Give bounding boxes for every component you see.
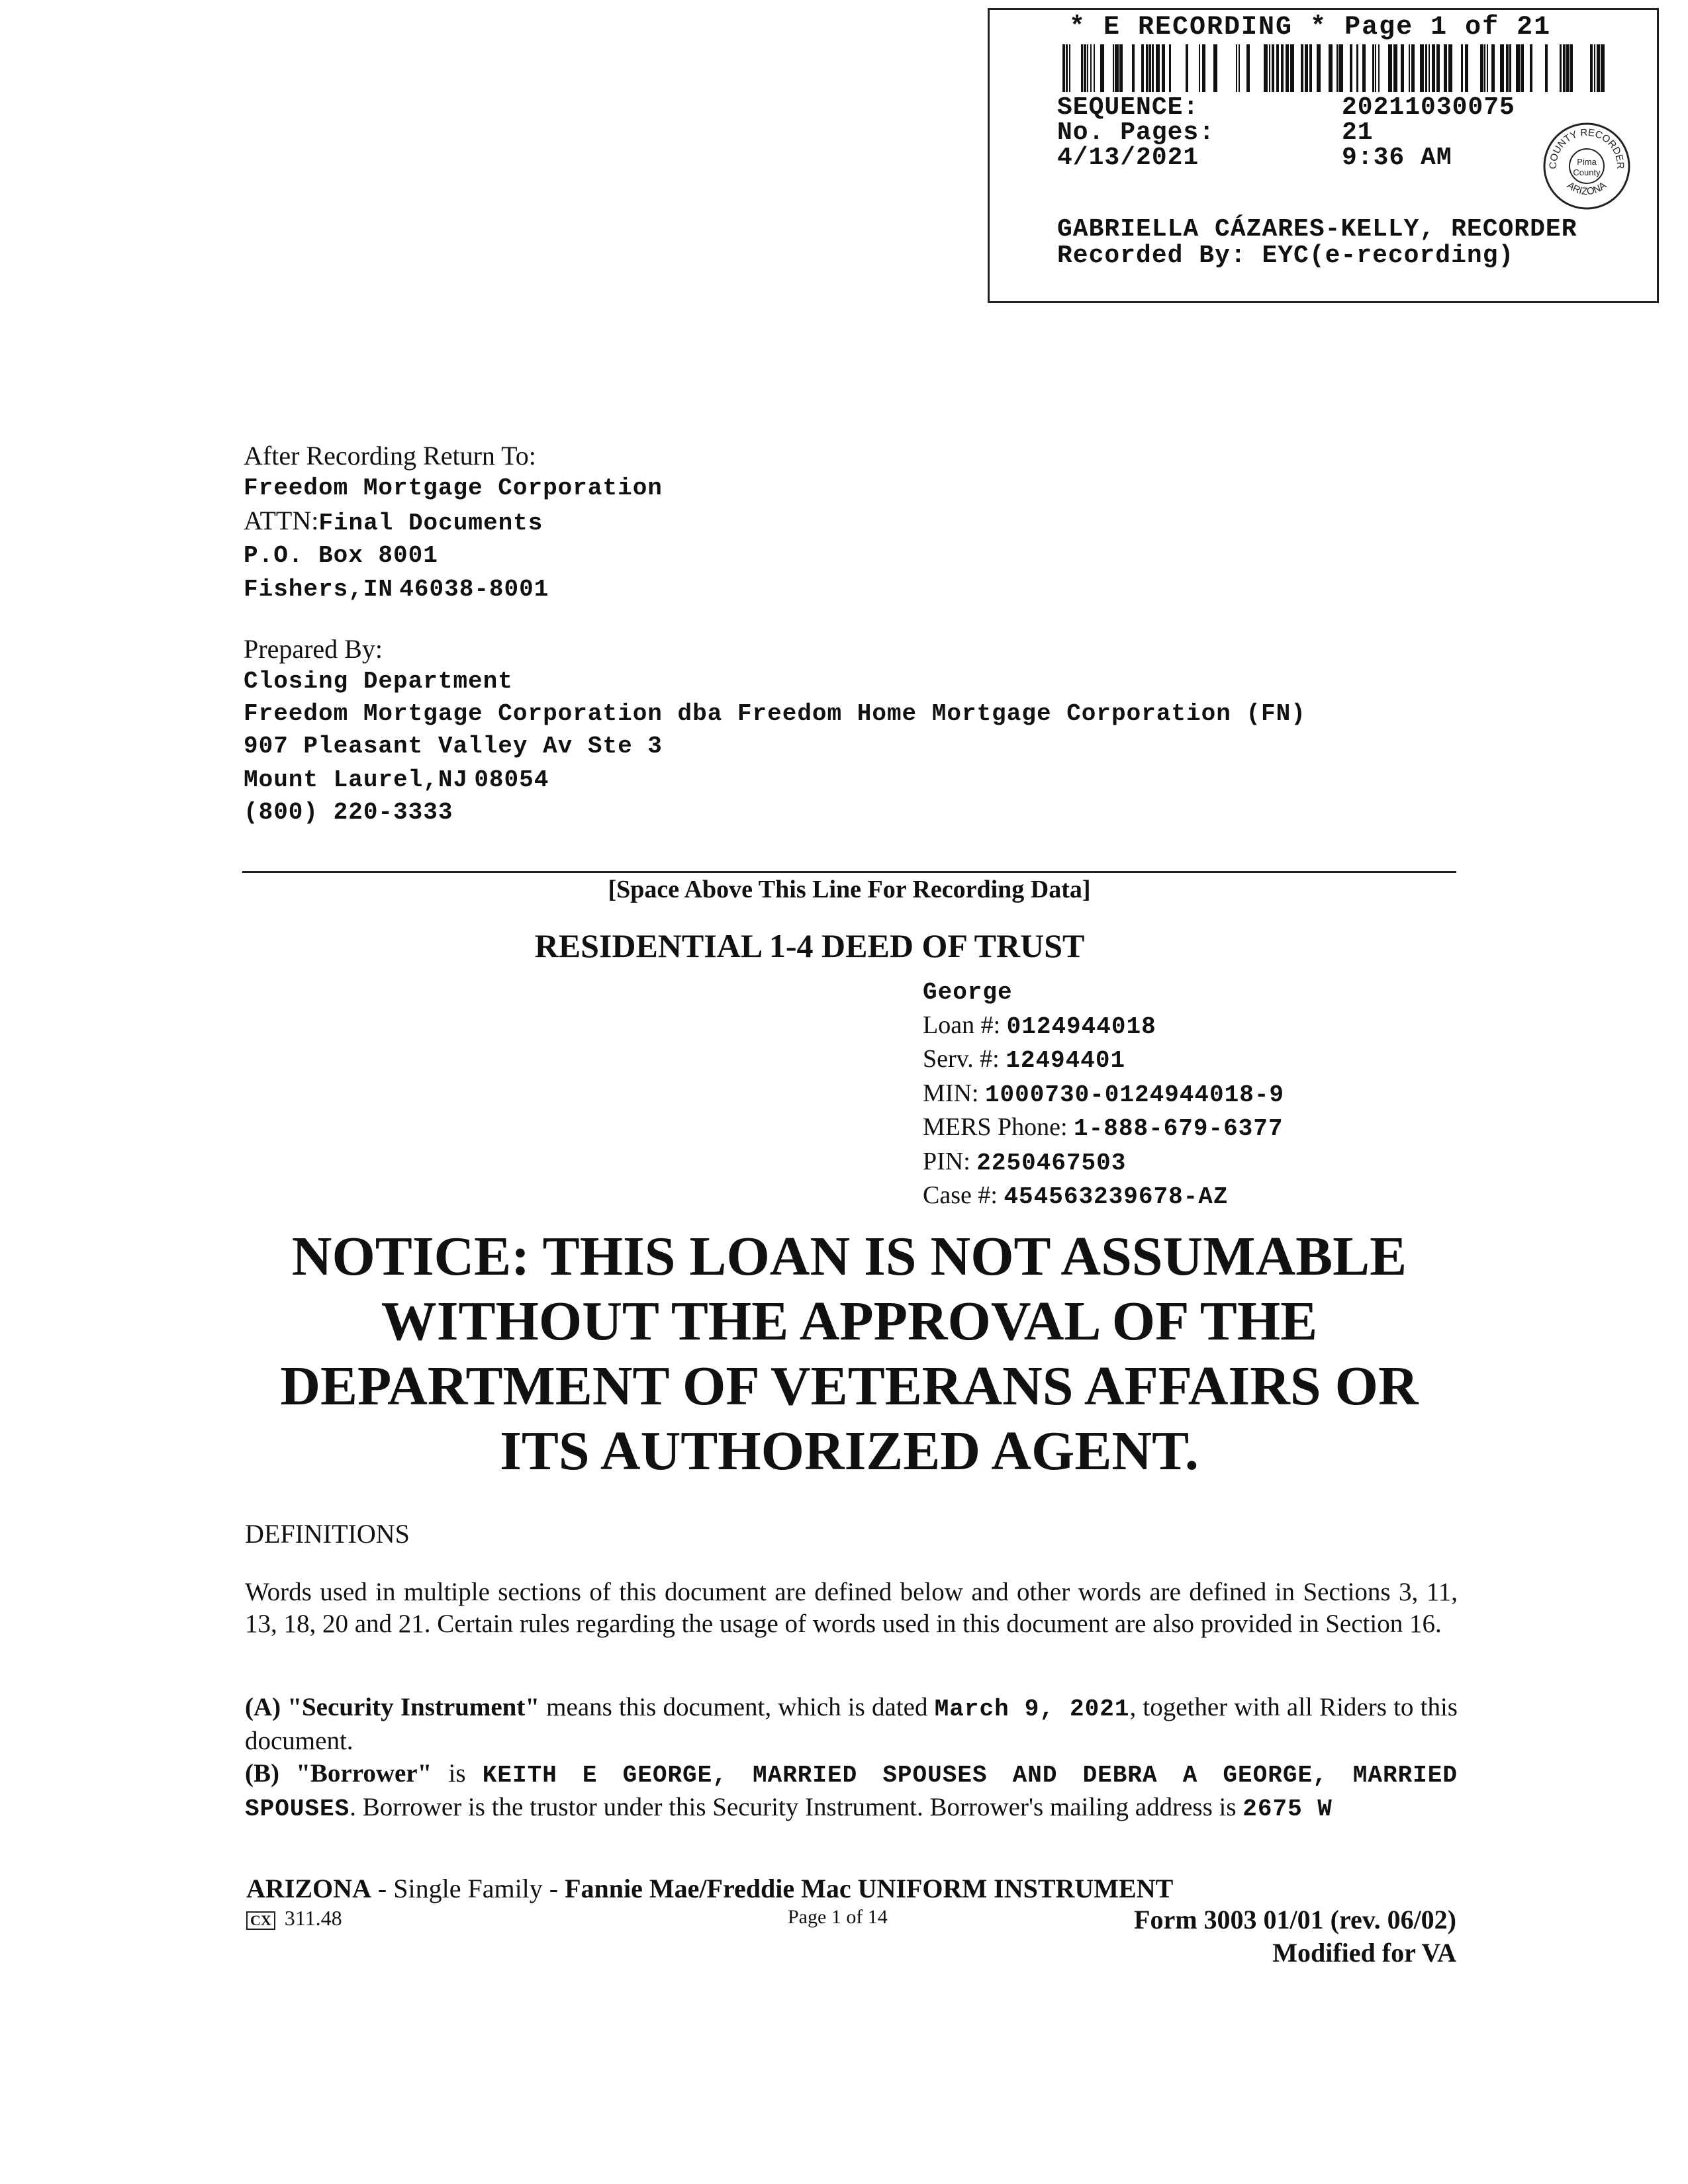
- county-recorder-seal-icon: [1542, 121, 1632, 211]
- seal-center-line1: Pima: [1577, 157, 1597, 167]
- document-title: RESIDENTIAL 1-4 DEED OF TRUST: [534, 927, 1085, 964]
- prepared-by-zip: 08054: [474, 766, 549, 794]
- definitions-heading: DEFINITIONS: [245, 1519, 410, 1549]
- definition-b-text1: is: [432, 1759, 483, 1788]
- space-above-line-caption: [Space Above This Line For Recording Data]: [608, 876, 1091, 903]
- recording-time: 9:36 AM: [1342, 144, 1452, 172]
- serv-number-row: [923, 1043, 1284, 1077]
- footer-instrument-line: [246, 1873, 1173, 1904]
- attn-label: ATTN:: [244, 506, 319, 535]
- min-row: [923, 1077, 1284, 1112]
- return-to-block: [244, 439, 663, 606]
- footer-code: 311.48: [284, 1906, 342, 1930]
- sequence-label: SEQUENCE:: [1057, 93, 1199, 122]
- loan-number-row: [923, 1009, 1284, 1044]
- case-number-row: [923, 1179, 1284, 1214]
- definition-b-names: KEITH E GEORGE, MARRIED SPOUSES AND DEBRA A GEORGE, MARRIED SPOUSES: [245, 1762, 1458, 1823]
- definition-b-text2: . Borrower is the trustor under this Security Instrument. Borrower's mailing address is: [350, 1793, 1243, 1821]
- seal-bottom-text: ARIZONA: [1565, 179, 1609, 198]
- notice-line-3: DEPARTMENT OF VETERANS AFFAIRS OR: [280, 1355, 1419, 1417]
- prepared-by-city: Mount Laurel,: [244, 766, 438, 794]
- assumability-notice: [242, 1224, 1456, 1484]
- footer-modified-for-va: Modified for VA: [1272, 1938, 1456, 1968]
- recording-data-divider: [242, 871, 1456, 873]
- cx-logo: CX: [246, 1911, 275, 1930]
- loan-number-label: Loan #:: [923, 1011, 1001, 1039]
- definition-b: [245, 1758, 1458, 1825]
- pin-label: PIN:: [923, 1147, 970, 1175]
- mers-phone-value: 1-888-679-6377: [1074, 1115, 1284, 1142]
- definition-a-text2: , together with all Riders to this document.: [245, 1693, 1458, 1755]
- notice-line-2: WITHOUT THE APPROVAL OF THE: [381, 1291, 1318, 1352]
- seal-center-line2: County: [1573, 167, 1601, 177]
- svg-text:ARIZONA: [1565, 180, 1609, 198]
- prepared-by-phone: (800) 220-3333: [244, 799, 453, 826]
- min-label: MIN:: [923, 1079, 979, 1107]
- barcode-image: [1062, 44, 1605, 92]
- pages-value: 21: [1342, 118, 1374, 147]
- footer-form-number: Form 3003 01/01 (rev. 06/02): [1134, 1905, 1456, 1934]
- definition-a-term: (A) "Security Instrument": [245, 1693, 539, 1721]
- prepared-by-department: Closing Department: [244, 668, 513, 695]
- return-to-city: Fishers,: [244, 576, 363, 603]
- attn-value: Final Documents: [318, 510, 543, 537]
- prepared-by-company: Freedom Mortgage Corporation dba Freedom Home Mortgage Corporation (FN): [244, 700, 1306, 727]
- return-to-po-box: P.O. Box 8001: [244, 542, 438, 569]
- recorded-by: Recorded By: EYC(e-recording): [1057, 242, 1515, 270]
- prepared-by-label: Prepared By:: [244, 634, 383, 664]
- definition-b-address-start: 2675 W: [1243, 1796, 1333, 1823]
- definition-b-term: (B) "Borrower": [245, 1759, 432, 1788]
- return-to-zip: 46038-8001: [399, 576, 549, 603]
- loan-info-block: [923, 977, 1284, 1214]
- footer-page-number: Page 1 of 14: [788, 1906, 888, 1928]
- mers-phone-label: MERS Phone:: [923, 1113, 1068, 1141]
- footer-state-rest: - Single Family -: [371, 1874, 565, 1903]
- pin-row: [923, 1146, 1284, 1180]
- loan-number-value: 0124944018: [1006, 1013, 1156, 1040]
- case-number-label: Case #:: [923, 1181, 998, 1209]
- return-to-attn: [244, 504, 663, 539]
- serv-number-value: 12494401: [1006, 1047, 1126, 1074]
- definition-a-text1: means this document, which is dated: [539, 1693, 935, 1721]
- prepared-by-state: NJ: [438, 766, 469, 794]
- return-to-label: After Recording Return To:: [244, 441, 536, 471]
- recorder-name: GABRIELLA CÁZARES-KELLY, RECORDER: [1057, 215, 1577, 244]
- recording-stamp: [988, 8, 1659, 303]
- sequence-value: 20211030075: [1342, 93, 1515, 122]
- min-value: 1000730-0124944018-9: [984, 1081, 1285, 1109]
- pin-value: 2250467503: [976, 1149, 1127, 1177]
- return-to-city-line: [244, 572, 663, 606]
- notice-line-1: NOTICE: THIS LOAN IS NOT ASSUMABLE: [291, 1226, 1407, 1287]
- borrower-short-name: George: [923, 979, 1013, 1006]
- recording-stamp-title: * E RECORDING * Page 1 of 21: [1069, 13, 1552, 42]
- notice-line-4: ITS AUTHORIZED AGENT.: [500, 1420, 1199, 1482]
- mers-phone-row: [923, 1111, 1284, 1146]
- case-number-value: 454563239678-AZ: [1004, 1183, 1229, 1210]
- footer-code-line: [246, 1906, 342, 1931]
- footer-state: ARIZONA: [246, 1874, 371, 1903]
- return-to-state: IN: [363, 576, 394, 603]
- footer-uniform-instrument: Fannie Mae/Freddie Mac UNIFORM INSTRUMENT: [565, 1874, 1174, 1903]
- definitions-intro: Words used in multiple sections of this document are defined below and other words are defined in Sections 3, 11, 13, 18, 20 and 21. Certain rules regarding the usage of words used in this document are also provided in Section 16.: [245, 1578, 1458, 1638]
- prepared-by-block: [244, 633, 1306, 829]
- recording-date: 4/13/2021: [1057, 144, 1199, 172]
- pages-label: No. Pages:: [1057, 118, 1215, 147]
- return-to-company: Freedom Mortgage Corporation: [244, 475, 663, 502]
- definition-a: [245, 1692, 1458, 1757]
- prepared-by-city-line: [244, 762, 1306, 796]
- seal-top-text: COUNTY RECORDER: [1547, 126, 1626, 169]
- serv-number-label: Serv. #:: [923, 1045, 1000, 1073]
- definition-a-date: March 9, 2021: [934, 1696, 1130, 1723]
- prepared-by-street: 907 Pleasant Valley Av Ste 3: [244, 733, 663, 760]
- footer-form-info: [1134, 1903, 1456, 1970]
